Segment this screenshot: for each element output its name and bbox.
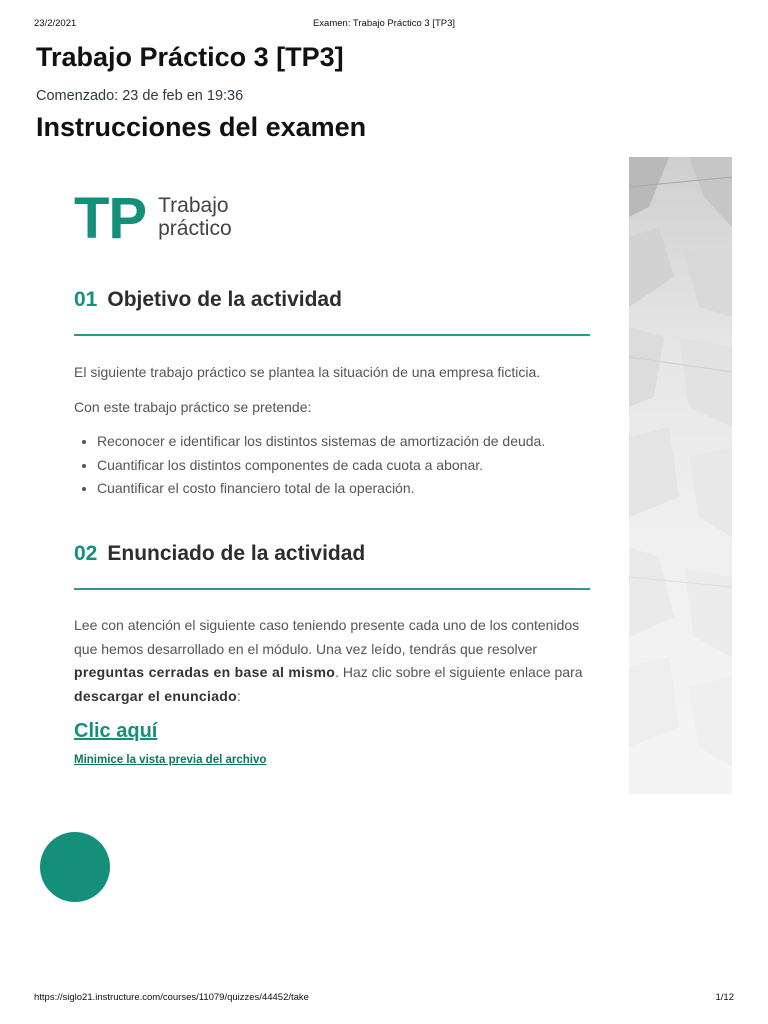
decorative-side-image bbox=[629, 157, 732, 794]
section2-text-part1: Lee con atención el siguiente caso teniendo presente cada uno de los contenidos que hemos desarrollado en el módulo. Una vez leído, tendrás que resolver bbox=[74, 617, 580, 657]
section2-divider bbox=[74, 588, 590, 590]
tp-logo bbox=[74, 186, 232, 252]
section2-number: 02 bbox=[74, 542, 98, 565]
tp-logo-words bbox=[158, 194, 232, 240]
tp-logo-mark: TP bbox=[74, 186, 147, 251]
print-header bbox=[34, 18, 734, 32]
bullet-item: • Cuantificar los distintos componentes de cada cuota a abonar. bbox=[97, 454, 613, 478]
section1-bullet-list bbox=[74, 430, 613, 501]
section2-bold-download: descargar el enunciado bbox=[74, 687, 237, 704]
download-link[interactable]: Clic aquí bbox=[74, 720, 158, 742]
section1-heading bbox=[74, 288, 590, 312]
instructions-heading: Instrucciones del examen bbox=[36, 112, 367, 142]
print-url: https://siglo21.instructure.com/courses/11079/quizzes/44452/take bbox=[34, 992, 309, 1003]
started-info bbox=[36, 88, 243, 104]
tp-logo-line2: práctico bbox=[158, 217, 232, 240]
decorative-circle bbox=[40, 832, 110, 902]
architecture-pattern bbox=[629, 157, 732, 794]
print-page-number: 1/12 bbox=[715, 992, 734, 1003]
section1-lead: Con este trabajo práctico se pretende: bbox=[74, 399, 312, 415]
print-footer bbox=[34, 992, 734, 1003]
started-label: Comenzado: bbox=[36, 88, 119, 104]
section1-divider bbox=[74, 334, 590, 336]
section2-title: Enunciado de la actividad bbox=[107, 542, 366, 565]
bullet-item: • Reconocer e identificar los distintos sistemas de amortización de deuda. bbox=[97, 430, 613, 454]
minimize-preview-link[interactable]: Minimice la vista previa del archivo bbox=[74, 754, 267, 766]
print-document-title: Examen: Trabajo Práctico 3 [TP3] bbox=[312, 18, 456, 29]
bullet-item: • Cuantificar el costo financiero total de la operación. bbox=[97, 477, 613, 501]
started-value: 23 de feb en 19:36 bbox=[122, 88, 244, 104]
tp-logo-line1: Trabajo bbox=[158, 194, 229, 217]
section2-bold-closed-questions: preguntas cerradas en base al mismo bbox=[74, 664, 336, 680]
section1-intro: El siguiente trabajo práctico se plantea la situación de una empresa ficticia. bbox=[74, 364, 541, 380]
section2-text-part2: . Haz clic sobre el siguiente enlace para bbox=[335, 664, 583, 680]
section2-paragraph bbox=[74, 614, 590, 708]
section2-heading bbox=[74, 542, 590, 566]
print-date: 23/2/2021 bbox=[34, 18, 77, 29]
section1-number: 01 bbox=[74, 288, 98, 311]
section1-title: Objetivo de la actividad bbox=[107, 288, 342, 311]
page-title: Trabajo Práctico 3 [TP3] bbox=[36, 42, 344, 72]
section2-text-part3: : bbox=[237, 687, 241, 704]
